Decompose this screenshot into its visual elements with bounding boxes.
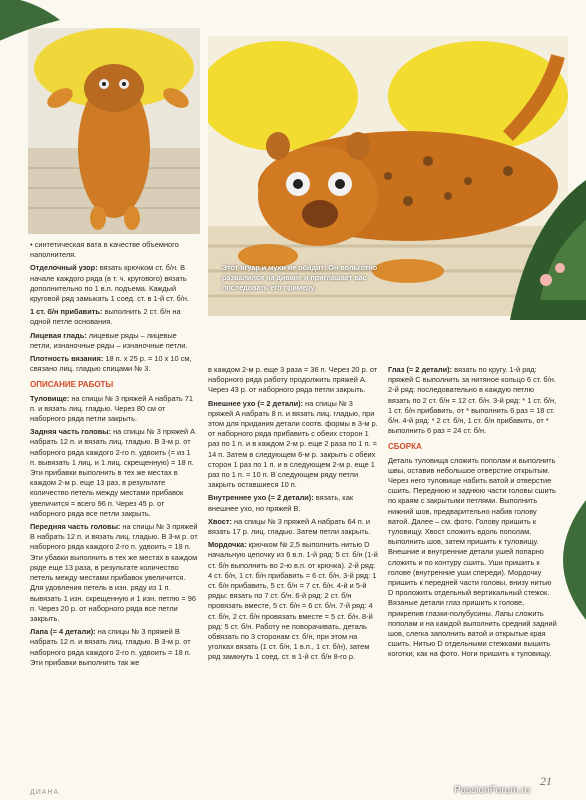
- paragraph: [388, 456, 558, 660]
- paragraph-text: вязать, как внешнее ухо, но пряжей B.: [208, 493, 354, 513]
- paragraph-text: Деталь туловища сложить пополам и выполнить швы, оставив небольшое отверстие открытым. Через него туловище набить ватой и отверстие сшить. Переднюю и заднюю части головы сшить по краям с закрытыми петлями. Выполнить нижний шов, предварительно набив голову ватой. Далее – см. фото. Голову пришить к туловищу. Хвост сложить вдоль пополам, выполнить шов, затем пришить к туловищу. Внешние и внутренние детали ушей попарно сложить и по контуру сшить. Уши пришить к голове (внутренние уши спереди). Мордочку пришить к передней части головы, внизу нитью D проложить отдельный вертикальный стежок. Вязаные детали глаз пришить к голове, прикрепив глазки-полубусины. Лапы сложить пополам и на каждой выполнить средний задний шов, слегка заполнить ватой и открытые края сшить. Нитью D отдельными стежками вышить коготки, как на фото. Ноги пришить к туловищу.: [388, 455, 557, 659]
- paragraph: [208, 399, 378, 491]
- paragraph-text: вязать по кругу. 1-й ряд: пряжей C выполнить за нитяное кольцо 6 ст. б/н. 2-й ряд: последовательно в каждую петлю вязать по 2 ст. б/н = 12 ст. б/н. 3-й ряд: * 1 ст. б/н, 1 ст. б/н прибавить, от * выполнить 6 раз = 18 ст. б/н. 4-й ряд: * 2 ст. б/н, 1 ст. б/н прибавить, от * выполнить 6 раз = 24 ст. б/н.: [388, 365, 557, 436]
- paragraph-lead: Плотность вязания:: [30, 354, 104, 364]
- paragraph-text: лицевые ряды – лицевые петли, изнаночные ряды – изнаночные петли.: [30, 330, 188, 350]
- text-column-3: [388, 365, 558, 663]
- page-number: 21: [540, 774, 552, 788]
- paragraph: [208, 493, 378, 513]
- paragraph-text: на спицы № 3 пряжей A набрать 12 п. и вязать лиц. гладью. В 3-м р. от наборного ряда каждого 2-го п. удвоить (= из 1 п. вывязать 1 лиц. и 1 лиц. скрещенную) = 18 п. Эти прибавки выполнить в тех же местах в каждом 2-м р. еще 13 раз, в результате количество петель между местами прибавок увеличится = всего 96 п. Через 45 р. от наборного ряда все петли закрыть.: [30, 427, 195, 518]
- paragraph: [30, 263, 198, 304]
- paragraph: [208, 365, 378, 396]
- paragraph-text: на спицы № 3 пряжей A набрать 8 п. и вязать лиц. гладью, при этом для придания детали соотв. формы в 3-м р. от наборного ряда прибавить с обеих сторон 1 раз по 1 п. и в каждом 2-м р. еще 2 раза по 1 п. = 14 п. Затем в следующем 6-м р. закрыть с обеих сторон 1 раз по 1 п. и в следующем 2-м р. еще 1 раз по 1 п. = 10 п. В следующем ряду петли закрыть оставшиеся 10 п.: [208, 398, 378, 490]
- paragraph: [30, 331, 198, 351]
- paragraph-lead: Туловище:: [30, 393, 70, 403]
- magazine-brand: ДИАНА: [30, 789, 60, 796]
- paragraph-text: вязать крючком ст. б/н. В начале каждого ряда (в т. ч. кругового) вязать дополнительно по 1 в.п. подъема. Каждый круговой ряд замыкать 1 соед. ст. в 1-й ст. б/н.: [30, 263, 189, 304]
- paragraph: [30, 427, 198, 519]
- paragraph-lead: Внешнее ухо (= 2 детали):: [208, 398, 304, 408]
- paragraph-lead: Лапа (= 4 детали):: [30, 627, 96, 637]
- watermark: PassionForum.ru: [454, 785, 531, 796]
- paragraph: [30, 307, 198, 327]
- section-heading: СБОРКА: [388, 442, 422, 452]
- tropical-plant-decoration: [450, 180, 586, 320]
- paragraph-text: на спицы № 3 пряжей A набрать 64 п. и вязать 17 р. лиц. гладью. Затем петли закрыть.: [208, 516, 371, 537]
- paragraph: [30, 354, 198, 374]
- paragraph: [30, 522, 198, 624]
- paragraph-lead: Задняя часть головы:: [30, 427, 112, 437]
- text-column-1: [30, 240, 198, 671]
- section-heading: ОПИСАНИЕ РАБОТЫ: [30, 380, 114, 390]
- paragraph-text: в каждом 2-м р. еще 3 раза = 36 п. Через 20 р. от наборного ряда работу продолжить пряжей A. Через 43 р. от наборного ряда петли закрыть.: [208, 365, 378, 395]
- photo-caption: Этот ягуар и мухи не обидит! Он вольготно развалился на диване и приглашает вас последовать его примеру.: [222, 263, 378, 292]
- paragraph-text: на спицы № 3 пряжей B набрать 12 п. и вязать лиц. гладью. В 3-м р. от наборного ряда каждого 2-го п. удвоить = 18 п. Эти убавки выполнить в тех же местах в каждом ряде еще 13 раза, в результате количество петель между местами прибавок увеличится. Для удовления петель в изн. ряду из 1 п. вывязать 1 изн. скрещенную и 1 изн. петлю = 96 п. Через 20 р. от наборного ряда все петли закрыть.: [30, 522, 198, 623]
- paragraph-text: на спицы № 3 пряжей B набрать 12 п. и вязать лиц. гладью. В 3-м р. от наборного ряда каждого 2-го п. удвоить = 18 п. Эти прибавки выполнить так же: [30, 627, 191, 667]
- paragraph: [30, 627, 198, 668]
- paragraph: [208, 517, 378, 537]
- paragraph-text: крючком № 2,5 выполнить нитью D начальную цепочку из 6 в.п. 1-й ряд: 5 ст. б/н (1-й ст. б/н выполнить во 2-ю в.п. от крючка). 2-й ряд: 4 ст. б/н, 1 ст. б/н прибавить = 6 ст. б/н. 3-й ряд: 1 ст. б/н прибавить, 5 ст. б/н = 7 ст. б/н. 4-й и 5-й ряды: вязать по 7 ст. б/н. 6-й ряд: 2 ст. б/н провязать вместе, 5 ст. б/н = 6 ст. б/н. 7-й ряд: 4 ст. б/н, 2 ст. б/н провязать вместе = 5 ст. б/н. 8-й ряд: 5 ст. б/н. Работу не поворачивать, деталь обвязать по 3 сторонам ст. б/н, при этом на уголках вязать (1 ст. б/н, 1 в.п., 1 ст. б/н), затем ряд замкнуть 1 соед. ст. в 1-й ст. б/н 8-го р.: [208, 540, 378, 662]
- paragraph: [208, 540, 378, 662]
- paragraph-text: выполнить 2 ст. б/н на одной петле основания.: [30, 307, 181, 327]
- paragraph-lead: Мордочка:: [208, 540, 247, 550]
- paragraph-lead: Лицевая гладь:: [30, 330, 87, 340]
- paragraph-lead: Внутреннее ухо (= 2 детали):: [208, 493, 314, 503]
- paragraph-lead: Передняя часть головы:: [30, 522, 121, 532]
- paragraph-lead: Хвост:: [208, 516, 232, 526]
- paragraph: [30, 394, 198, 425]
- palm-leaf-decoration: [0, 0, 70, 60]
- paragraph-text: 18 п. x 25 р. = 10 x 10 см, связано лиц. гладью спицами № 3.: [30, 354, 192, 374]
- paragraph-lead: 1 ст. б/н прибавить:: [30, 307, 103, 317]
- paragraph-lead: Отделочный узор:: [30, 263, 98, 273]
- paragraph: [388, 365, 558, 436]
- paragraph-text: на спицы № 3 пряжей A набрать 71 п. и вязать лиц. гладью. Через 80 см от наборного ряда петли закрыть.: [30, 393, 193, 424]
- paragraph-text: • синтетическая вата в качестве объемного наполнителя.: [30, 240, 179, 260]
- paragraph-lead: Глаз (= 2 детали):: [388, 365, 453, 374]
- paragraph: [30, 240, 198, 260]
- text-column-2: [208, 365, 378, 666]
